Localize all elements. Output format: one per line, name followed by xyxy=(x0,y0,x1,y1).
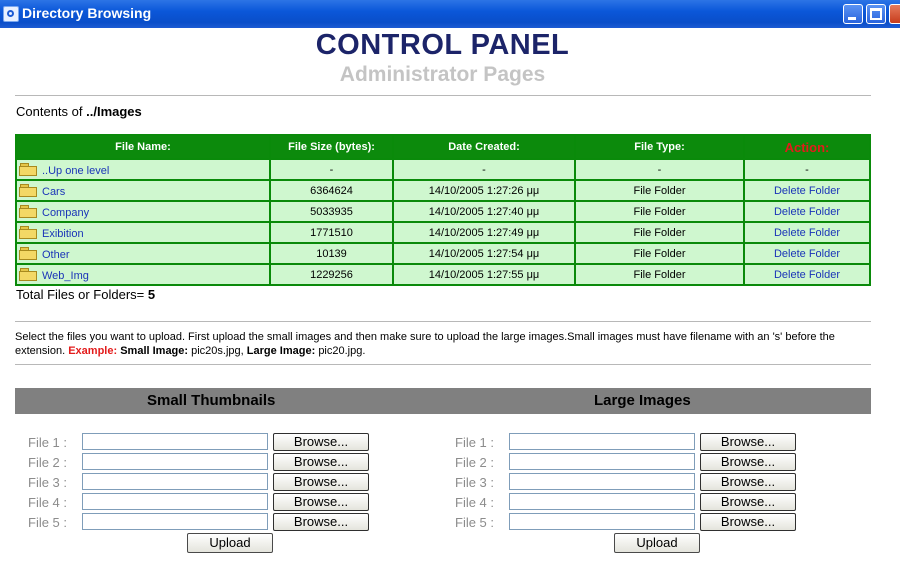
file-size-cell: - xyxy=(271,160,392,179)
large-file-4-label: File 4 : xyxy=(455,495,495,510)
divider xyxy=(15,364,871,365)
small-file-5-browse-button[interactable]: Browse... xyxy=(273,513,369,531)
window-title: Directory Browsing xyxy=(22,5,152,21)
table-row xyxy=(17,202,869,221)
file-size-cell: 10139 xyxy=(271,244,392,263)
contents-path: ../Images xyxy=(86,104,142,119)
large-file-4-input[interactable] xyxy=(509,493,695,510)
total-label: Total Files or Folders= xyxy=(16,287,145,302)
small-thumbnails-heading: Small Thumbnails xyxy=(147,392,276,409)
file-size-cell: 1229256 xyxy=(271,265,392,284)
delete-folder-link[interactable]: Delete Folder xyxy=(745,244,869,263)
folder-icon xyxy=(19,247,37,259)
large-images-heading: Large Images xyxy=(594,392,691,409)
header-file-name: File Name: xyxy=(17,136,269,158)
divider xyxy=(15,321,871,322)
instructions-text: Select the files you want to upload. First upload the small images and then make sure to upload the large images.Small images must have filename with an 's' before the extension. xyxy=(15,331,835,357)
action-cell: - xyxy=(745,160,869,179)
small-file-3-browse-button[interactable]: Browse... xyxy=(273,473,369,491)
large-file-1-label: File 1 : xyxy=(455,435,495,450)
upload-instructions xyxy=(15,330,875,358)
file-name-cell[interactable] xyxy=(17,244,269,263)
large-file-3-input[interactable] xyxy=(509,473,695,490)
table-row xyxy=(17,181,869,200)
page-title: CONTROL PANEL xyxy=(315,29,570,61)
delete-folder-link[interactable]: Delete Folder xyxy=(745,223,869,242)
large-image-example: pic20.jpg. xyxy=(318,345,366,357)
small-file-5-input[interactable] xyxy=(82,513,268,530)
folder-icon xyxy=(19,226,37,238)
ie-window-icon xyxy=(3,6,19,22)
header-file-size: File Size (bytes): xyxy=(271,136,392,158)
close-icon[interactable] xyxy=(889,4,900,24)
date-created-cell: - xyxy=(394,160,574,179)
file-size-cell: 5033935 xyxy=(271,202,392,221)
file-name-link[interactable]: Cars xyxy=(42,185,66,198)
file-name-link[interactable]: Web_Img xyxy=(42,269,89,282)
divider xyxy=(15,95,871,96)
file-name-cell[interactable] xyxy=(17,181,269,200)
upload-header-bar xyxy=(15,388,871,414)
header-action: Action: xyxy=(745,136,869,158)
contents-line xyxy=(16,104,142,119)
small-upload-button[interactable]: Upload xyxy=(187,533,273,553)
large-file-3-browse-button[interactable]: Browse... xyxy=(700,473,796,491)
date-created-cell: 14/10/2005 1:27:40 μμ xyxy=(394,202,574,221)
file-type-cell: File Folder xyxy=(576,223,743,242)
small-file-2-label: File 2 : xyxy=(28,455,68,470)
large-file-3-label: File 3 : xyxy=(455,475,495,490)
small-file-4-label: File 4 : xyxy=(28,495,68,510)
large-upload-button[interactable]: Upload xyxy=(614,533,700,553)
large-file-5-browse-button[interactable]: Browse... xyxy=(700,513,796,531)
date-created-cell: 14/10/2005 1:27:55 μμ xyxy=(394,265,574,284)
large-file-5-label: File 5 : xyxy=(455,515,495,530)
file-name-link[interactable]: ..Up one level xyxy=(42,164,110,177)
large-file-2-browse-button[interactable]: Browse... xyxy=(700,453,796,471)
small-file-4-browse-button[interactable]: Browse... xyxy=(273,493,369,511)
large-file-2-input[interactable] xyxy=(509,453,695,470)
small-file-1-label: File 1 : xyxy=(28,435,68,450)
file-name-cell[interactable] xyxy=(17,223,269,242)
table-row xyxy=(17,244,869,263)
folder-icon xyxy=(19,184,37,196)
date-created-cell: 14/10/2005 1:27:26 μμ xyxy=(394,181,574,200)
file-type-cell: File Folder xyxy=(576,181,743,200)
folder-icon xyxy=(19,268,37,280)
small-image-label: Small Image: xyxy=(120,345,189,357)
file-name-cell[interactable] xyxy=(17,202,269,221)
small-file-1-browse-button[interactable]: Browse... xyxy=(273,433,369,451)
file-type-cell: - xyxy=(576,160,743,179)
large-file-4-browse-button[interactable]: Browse... xyxy=(700,493,796,511)
date-created-cell: 14/10/2005 1:27:49 μμ xyxy=(394,223,574,242)
minimize-icon[interactable] xyxy=(843,4,863,24)
large-file-5-input[interactable] xyxy=(509,513,695,530)
file-type-cell: File Folder xyxy=(576,244,743,263)
page-subtitle: Administrator Pages xyxy=(339,63,546,86)
small-file-2-browse-button[interactable]: Browse... xyxy=(273,453,369,471)
small-file-5-label: File 5 : xyxy=(28,515,68,530)
folder-icon xyxy=(19,163,37,175)
file-name-link[interactable]: Exibition xyxy=(42,227,84,240)
small-image-example: pic20s.jpg, xyxy=(191,345,244,357)
table-header-row xyxy=(17,136,869,158)
file-name-link[interactable]: Company xyxy=(42,206,90,219)
large-file-1-browse-button[interactable]: Browse... xyxy=(700,433,796,451)
file-name-cell[interactable] xyxy=(17,265,269,284)
total-value: 5 xyxy=(147,287,156,302)
file-type-cell: File Folder xyxy=(576,202,743,221)
table-row xyxy=(17,223,869,242)
delete-folder-link[interactable]: Delete Folder xyxy=(745,181,869,200)
file-size-cell: 1771510 xyxy=(271,223,392,242)
small-file-2-input[interactable] xyxy=(82,453,268,470)
delete-folder-link[interactable]: Delete Folder xyxy=(745,265,869,284)
small-file-3-input[interactable] xyxy=(82,473,268,490)
folder-icon xyxy=(19,205,37,217)
file-size-cell: 6364624 xyxy=(271,181,392,200)
large-image-label: Large Image: xyxy=(246,345,316,357)
table-row xyxy=(17,160,869,179)
window-titlebar xyxy=(0,0,900,28)
delete-folder-link[interactable]: Delete Folder xyxy=(745,202,869,221)
maximize-icon[interactable] xyxy=(866,4,886,24)
example-label: Example: xyxy=(68,345,118,357)
header-file-type: File Type: xyxy=(576,136,743,158)
files-table xyxy=(15,134,871,286)
large-file-2-label: File 2 : xyxy=(455,455,495,470)
large-file-1-input[interactable] xyxy=(509,433,695,450)
header-date-created: Date Created: xyxy=(394,136,574,158)
file-type-cell: File Folder xyxy=(576,265,743,284)
total-count xyxy=(16,287,155,302)
small-file-3-label: File 3 : xyxy=(28,475,68,490)
contents-label: Contents of xyxy=(16,104,83,119)
file-name-cell[interactable] xyxy=(17,160,269,179)
date-created-cell: 14/10/2005 1:27:54 μμ xyxy=(394,244,574,263)
table-row xyxy=(17,265,869,284)
file-name-link[interactable]: Other xyxy=(42,248,70,261)
small-file-4-input[interactable] xyxy=(82,493,268,510)
small-file-1-input[interactable] xyxy=(82,433,268,450)
